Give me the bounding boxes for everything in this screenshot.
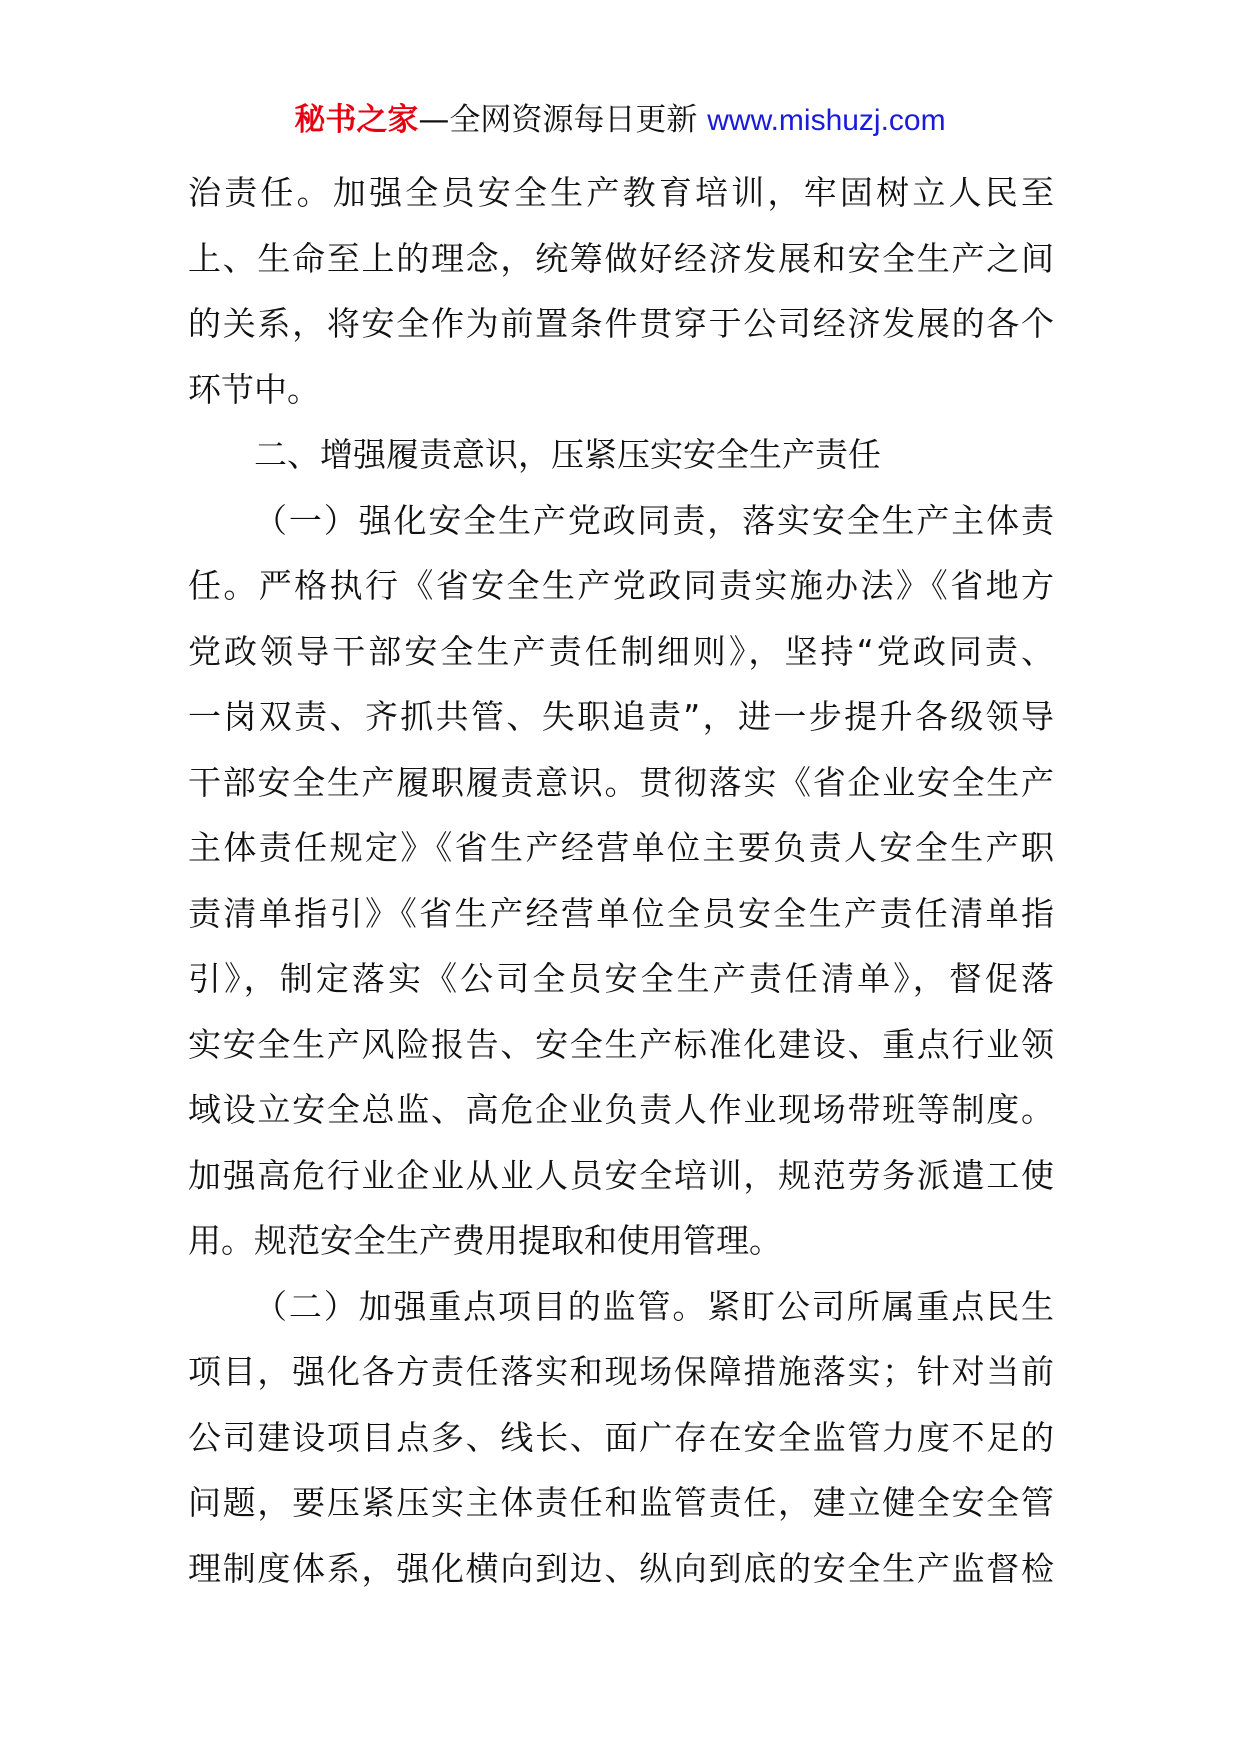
text-line: 项目，强化各方责任落实和现场保障措施落实；针对当前 [188, 1352, 1054, 1391]
text-line: （二）加强重点项目的监管。紧盯公司所属重点民生 [254, 1286, 1054, 1326]
document-body [188, 160, 1054, 1601]
site-header [0, 98, 1240, 143]
text-line: （一）强化安全生产党政同责，落实安全生产主体责 [254, 500, 1054, 540]
text-line: 用。规范安全生产费用提取和使用管理。 [188, 1221, 782, 1260]
text-line: 二、增强履责意识，压紧压实安全生产责任 [254, 435, 881, 474]
text-line: 责清单指引》《省生产经营单位全员安全生产责任清单指 [188, 893, 1054, 933]
text-line: 任。严格执行《省安全生产党政同责实施办法》《省地方 [188, 566, 1054, 605]
text-line: 环节中。 [188, 369, 320, 409]
text-line: 上、生命至上的理念，统筹做好经济发展和安全生产之间 [188, 238, 1054, 278]
text-line: 治责任。加强全员安全生产教育培训，牢固树立人民至 [188, 173, 1054, 212]
site-slogan: —全网资源每日更新 [418, 102, 698, 138]
text-line: 域设立安全总监、高危企业负责人作业现场带班等制度。 [188, 1090, 1054, 1129]
text-line: 理制度体系，强化横向到边、纵向到底的安全生产监督检 [188, 1548, 1054, 1588]
text-line: 问题，要压紧压实主体责任和监管责任，建立健全安全管 [188, 1483, 1054, 1522]
site-brand: 秘书之家 [294, 102, 419, 138]
site-url-link[interactable]: www.mishuzj.com [707, 104, 946, 137]
text-line: 干部安全生产履职履责意识。贯彻落实《省企业安全生产 [188, 762, 1054, 802]
text-line: 一岗双责、齐抓共管、失职追责”，进一步提升各级领导 [188, 697, 1054, 736]
text-line: 的关系，将安全作为前置条件贯穿于公司经济发展的各个 [188, 304, 1054, 343]
text-line: 引》，制定落实《公司全员安全生产责任清单》，督促落 [188, 959, 1054, 998]
text-line: 实安全生产风险报告、安全生产标准化建设、重点行业领 [188, 1024, 1054, 1064]
text-line: 加强高危行业企业从业人员安全培训，规范劳务派遣工使 [188, 1155, 1054, 1195]
text-line: 主体责任规定》《省生产经营单位主要负责人安全生产职 [188, 828, 1054, 867]
text-line: 党政领导干部安全生产责任制细则》，坚持“党政同责、 [188, 631, 1054, 671]
text-line: 公司建设项目点多、线长、面广存在安全监管力度不足的 [188, 1417, 1054, 1457]
